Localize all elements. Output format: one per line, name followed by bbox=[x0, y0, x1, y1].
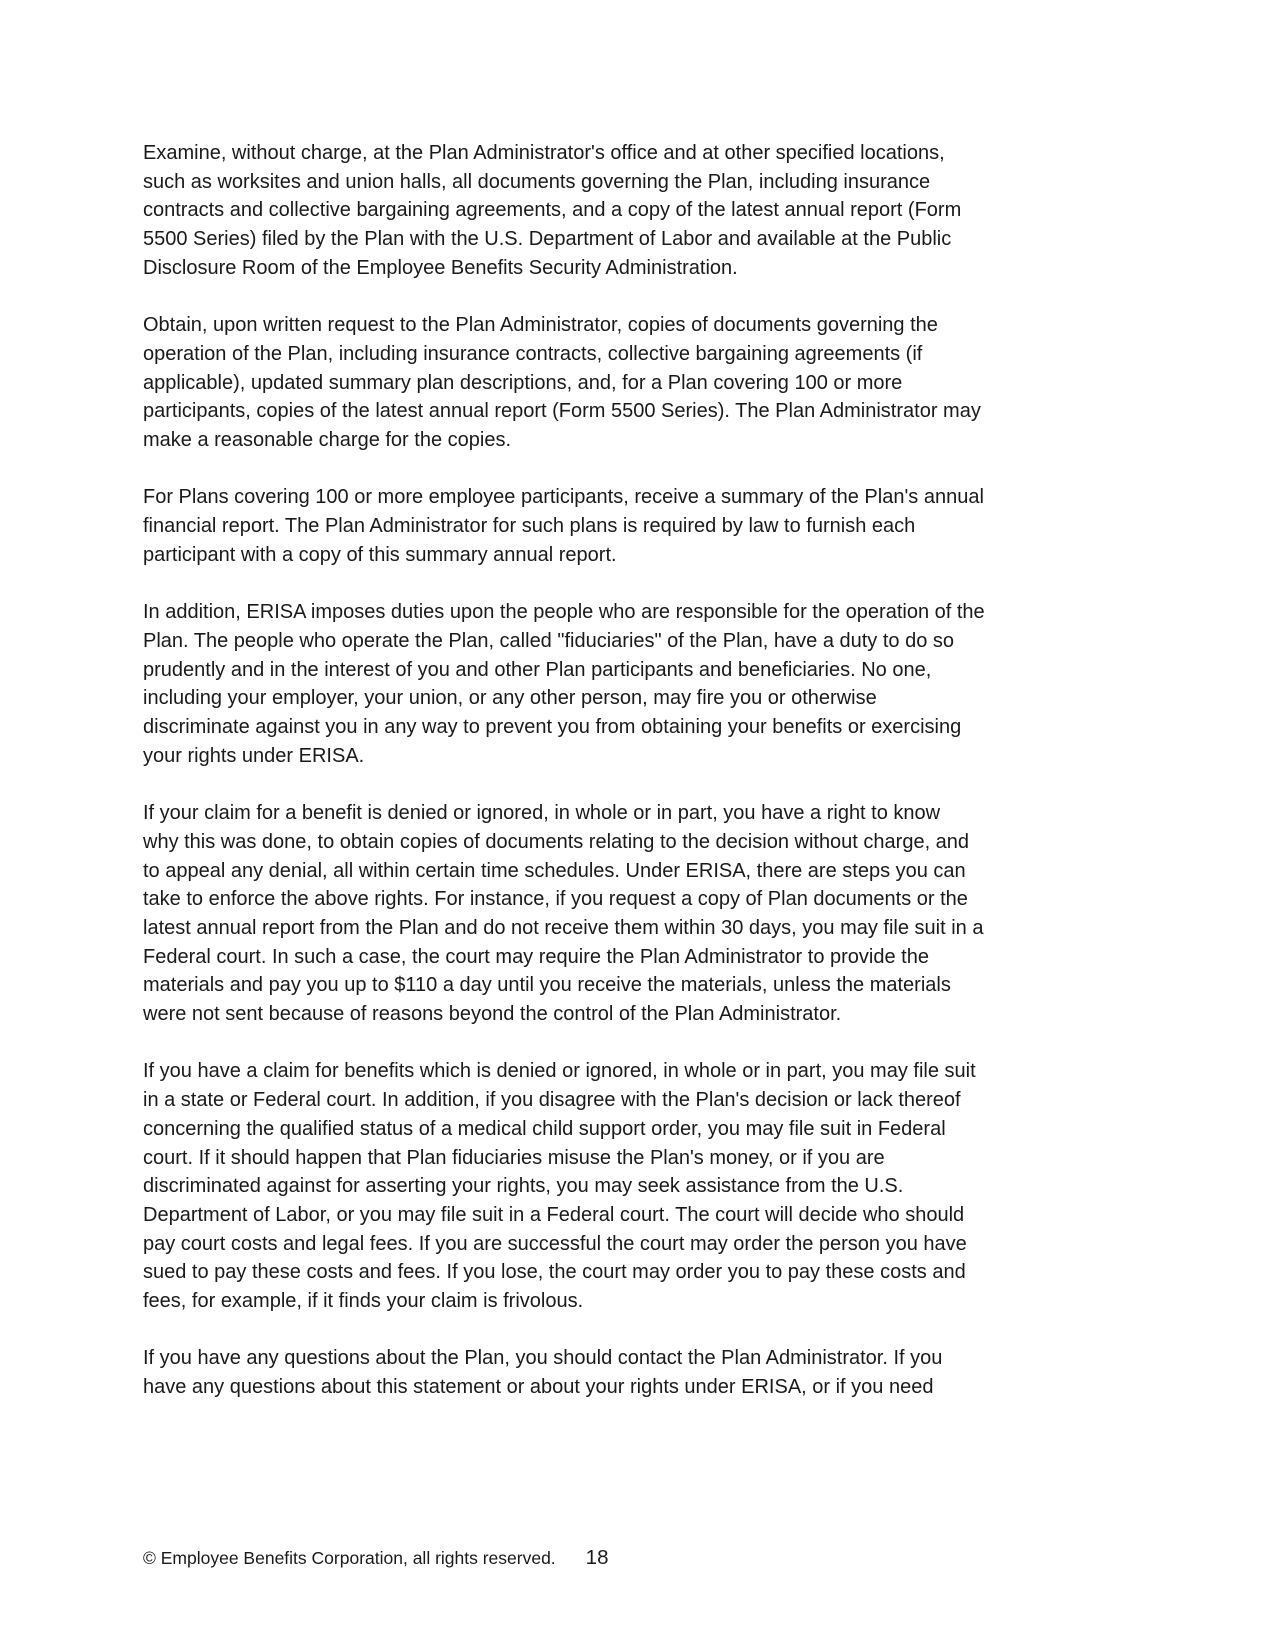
paragraph bbox=[143, 1344, 1128, 1401]
page-footer bbox=[143, 1546, 608, 1570]
text-line: operation of the Plan, including insurance contracts, collective bargaining agreements (if bbox=[143, 342, 923, 365]
text-line: your rights under ERISA. bbox=[143, 744, 365, 767]
paragraph bbox=[143, 598, 1128, 770]
copyright-notice: © Employee Benefits Corporation, all rights reserved. bbox=[143, 1548, 556, 1568]
text-line: latest annual report from the Plan and do not receive them within 30 days, you may file suit in a bbox=[143, 916, 984, 939]
text-line: have any questions about this statement or about your rights under ERISA, or if you need bbox=[143, 1376, 934, 1399]
text-line: In addition, ERISA imposes duties upon the people who are responsible for the operation of the bbox=[143, 601, 985, 624]
text-line: such as worksites and union halls, all documents governing the Plan, including insurance bbox=[143, 170, 931, 193]
text-line: financial report. The Plan Administrator for such plans is required by law to furnish each bbox=[143, 515, 916, 538]
text-line: fees, for example, if it finds your claim is frivolous. bbox=[143, 1290, 584, 1313]
text-line: Obtain, upon written request to the Plan Administrator, copies of documents governing the bbox=[143, 314, 938, 337]
text-line: 5500 Series) filed by the Plan with the U.S. Department of Labor and available at the Public bbox=[143, 228, 952, 251]
page-number: 18 bbox=[585, 1546, 609, 1569]
text-line: If your claim for a benefit is denied or ignored, in whole or in part, you have a right to know bbox=[143, 802, 941, 825]
text-line: prudently and in the interest of you and other Plan participants and beneficiaries. No one, bbox=[143, 658, 932, 681]
text-line: If you have any questions about the Plan, you should contact the Plan Administrator. If you bbox=[143, 1347, 943, 1370]
text-line: to appeal any denial, all within certain time schedules. Under ERISA, there are steps you can bbox=[143, 859, 966, 882]
text-line: applicable), updated summary plan descriptions, and, for a Plan covering 100 or more bbox=[143, 371, 903, 394]
text-line: Disclosure Room of the Employee Benefits Security Administration. bbox=[143, 256, 738, 279]
text-line: Federal court. In such a case, the court may require the Plan Administrator to provide the bbox=[143, 945, 929, 968]
text-line: take to enforce the above rights. For instance, if you request a copy of Plan documents or the bbox=[143, 888, 968, 911]
text-line: materials and pay you up to $110 a day until you receive the materials, unless the materials bbox=[143, 974, 951, 997]
paragraph bbox=[143, 483, 1128, 569]
text-line: in a state or Federal court. In addition, if you disagree with the Plan's decision or lack thereof bbox=[143, 1089, 961, 1112]
document-body bbox=[143, 139, 1128, 1402]
paragraph bbox=[143, 139, 1128, 283]
text-line: Department of Labor, or you may file suit in a Federal court. The court will decide who should bbox=[143, 1203, 965, 1226]
text-line: discriminate against you in any way to prevent you from obtaining your benefits or exercising bbox=[143, 716, 962, 739]
text-line: why this was done, to obtain copies of documents relating to the decision without charge, and bbox=[143, 830, 970, 853]
text-line: were not sent because of reasons beyond the control of the Plan Administrator. bbox=[143, 1003, 842, 1026]
text-line: concerning the qualified status of a medical child support order, you may file suit in Federal bbox=[143, 1117, 946, 1140]
paragraph bbox=[143, 311, 1128, 455]
text-line: participants, copies of the latest annual report (Form 5500 Series). The Plan Administrator may bbox=[143, 400, 981, 423]
text-line: Examine, without charge, at the Plan Administrator's office and at other specified locations, bbox=[143, 142, 945, 164]
text-line: including your employer, your union, or any other person, may fire you or otherwise bbox=[143, 687, 877, 710]
text-line: contracts and collective bargaining agreements, and a copy of the latest annual report (Form bbox=[143, 199, 962, 222]
paragraph bbox=[143, 799, 1128, 1029]
text-line: sued to pay these costs and fees. If you lose, the court may order you to pay these costs and bbox=[143, 1261, 966, 1284]
text-line: If you have a claim for benefits which is denied or ignored, in whole or in part, you may file suit bbox=[143, 1060, 976, 1083]
text-line: participant with a copy of this summary annual report. bbox=[143, 543, 617, 566]
text-line: make a reasonable charge for the copies. bbox=[143, 429, 511, 452]
paragraph bbox=[143, 1057, 1128, 1315]
text-line: Plan. The people who operate the Plan, called "fiduciaries" of the Plan, have a duty to do so bbox=[143, 629, 955, 652]
text-line: pay court costs and legal fees. If you are successful the court may order the person you have bbox=[143, 1232, 967, 1255]
text-line: For Plans covering 100 or more employee participants, receive a summary of the Plan's annual bbox=[143, 486, 984, 509]
text-line: discriminated against for asserting your rights, you may seek assistance from the U.S. bbox=[143, 1175, 904, 1198]
text-line: court. If it should happen that Plan fiduciaries misuse the Plan's money, or if you are bbox=[143, 1146, 885, 1169]
